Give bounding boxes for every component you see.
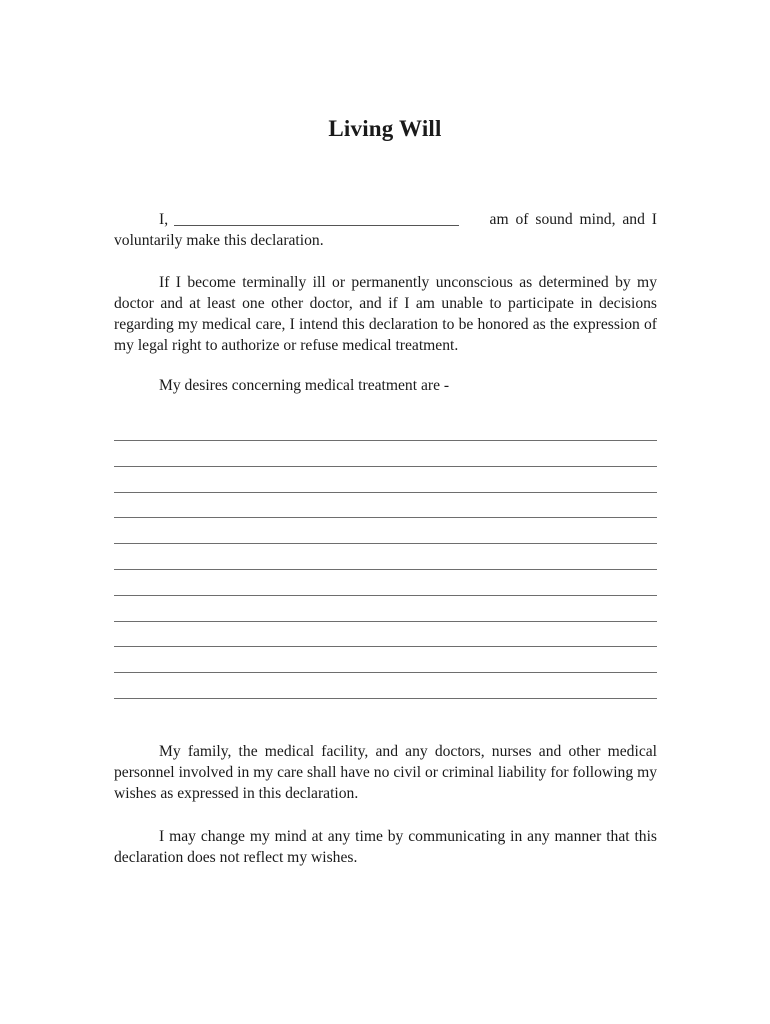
liability-paragraph <box>114 741 657 804</box>
change-mind-text: I may change my mind at any time by communicating in any manner that this declaration does not reflect my wishes. <box>114 828 657 866</box>
desires-writing-lines <box>114 440 657 724</box>
terminal-illness-text: If I become terminally ill or permanently unconscious as determined by my doctor and at least one other doctor, and if I am unable to participate in decisions regarding my medical care, I intend this declaration to be honored as the expression of my legal right to authorize or refuse medical treatment. <box>114 274 657 354</box>
declaration-continuation: voluntarily make this declaration. <box>114 232 324 249</box>
desires-line-11[interactable] <box>114 698 657 699</box>
desires-line-2[interactable] <box>114 466 657 467</box>
desires-line-3[interactable] <box>114 492 657 493</box>
change-mind-paragraph <box>114 826 657 868</box>
desires-line-9[interactable] <box>114 646 657 647</box>
declaration-line <box>114 209 657 230</box>
declaration-lead <box>114 209 467 230</box>
liability-text: My family, the medical facility, and any doctors, nurses and other medical personnel involved in my care shall have no civil or criminal liability for following my wishes as expressed in this declaration. <box>114 743 657 802</box>
desires-prompt-paragraph <box>114 375 657 396</box>
document-title: Living Will <box>328 116 442 141</box>
desires-line-4[interactable] <box>114 517 657 518</box>
terminal-illness-paragraph <box>114 272 657 356</box>
desires-line-5[interactable] <box>114 543 657 544</box>
desires-line-7[interactable] <box>114 595 657 596</box>
desires-line-6[interactable] <box>114 569 657 570</box>
declaration-paragraph <box>114 209 657 251</box>
declaration-start: I, <box>159 211 169 228</box>
desires-prompt-text: My desires concerning medical treatment are - <box>159 377 450 394</box>
name-blank-field[interactable] <box>174 211 459 226</box>
desires-line-1[interactable] <box>114 440 657 441</box>
desires-line-8[interactable] <box>114 621 657 622</box>
declaration-end: am of sound mind, and I <box>489 211 657 228</box>
desires-line-10[interactable] <box>114 672 657 673</box>
